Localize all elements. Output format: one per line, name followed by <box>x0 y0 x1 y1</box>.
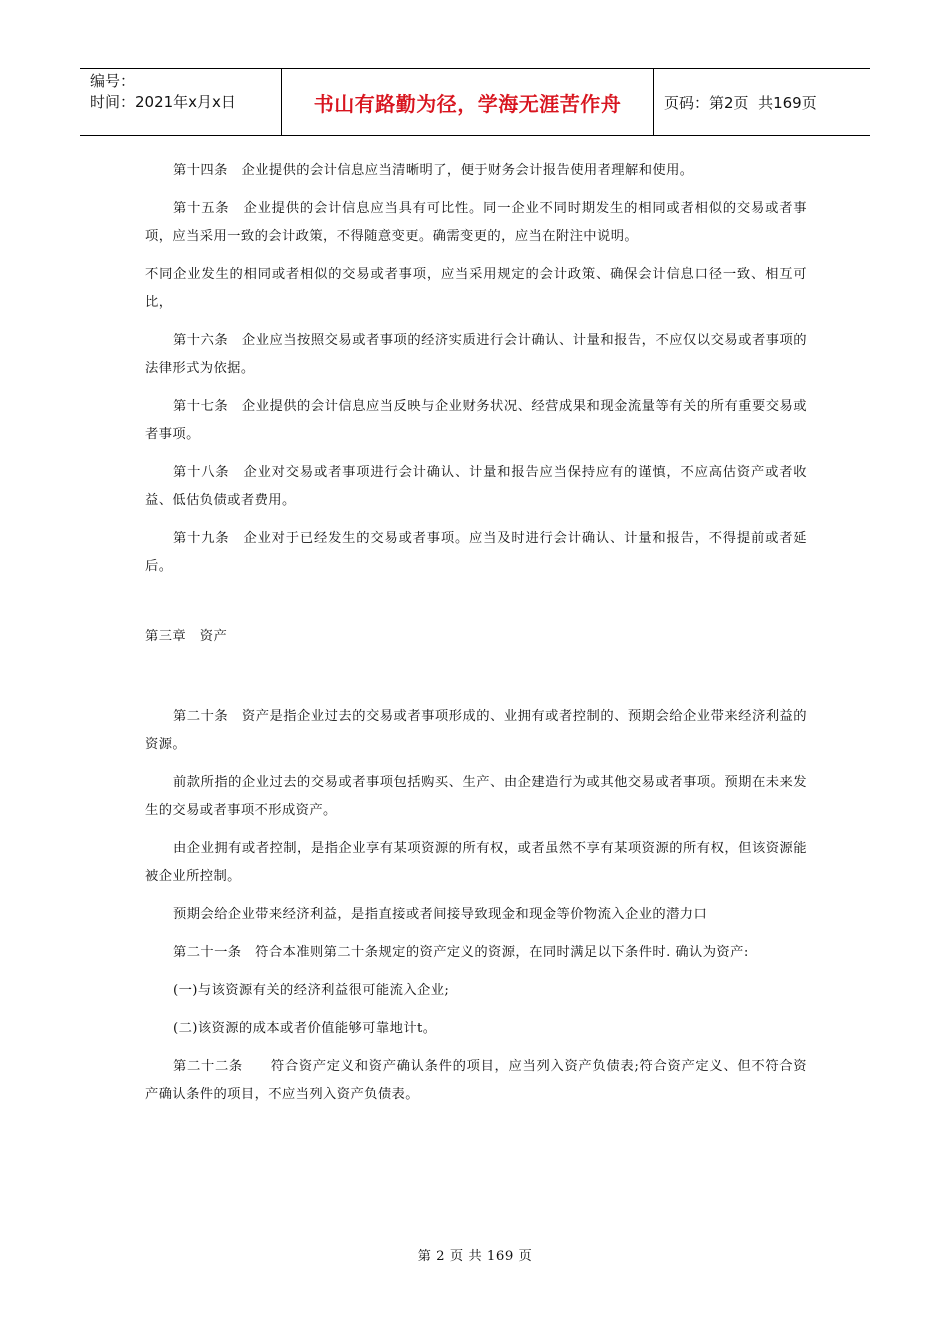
paragraph: 第二十二条 符合资产定义和资产确认条件的项目，应当列入资产负债表;符合资产定义、但不符合资产确认条件的项目，不应当列入资产负债表。 <box>145 1059 807 1102</box>
paragraph: 第二十一条 符合本准则第二十条规定的资产定义的资源，在同时满足以下条件时. 确认为资产: <box>173 945 749 960</box>
header-motto-cell <box>282 69 654 135</box>
chapter-title: 第三章 资产 <box>145 629 228 644</box>
motto-text: 书山有路勤为径，学海无涯苦作舟 <box>313 91 622 116</box>
paragraph: 第十六条 企业应当按照交易或者事项的经济实质进行会计确认、计量和报告，不应仅以交易或者事项的法律形式为依据。 <box>145 333 807 376</box>
document-body <box>145 157 807 1119</box>
paragraph: (二)该资源的成本或者价值能够可靠地计t。 <box>173 1021 437 1036</box>
paragraph: 第十五条 企业提供的会计信息应当具有可比性。同一企业不同时期发生的相同或者相似的交易或者事项，应当采用一致的会计政策，不得随意变更。确需变更的，应当在附注中说明。 <box>145 201 807 244</box>
paragraph: 前款所指的企业过去的交易或者事项包括购买、生产、由企建造行为或其他交易或者事项。预期在未来发生的交易或者事项不形成资产。 <box>145 775 807 818</box>
date-label: 时间：2021年x月x日 <box>90 93 236 111</box>
paragraph: 第十四条 企业提供的会计信息应当清晰明了，便于财务会计报告使用者理解和使用。 <box>173 163 694 178</box>
header-page-info: 页码：第2页 共169页 <box>664 93 817 112</box>
paragraph: 第十七条 企业提供的会计信息应当反映与企业财务状况、经营成果和现金流量等有关的所有重要交易或者事项。 <box>145 399 807 442</box>
paragraph: 第二十条 资产是指企业过去的交易或者事项形成的、业拥有或者控制的、预期会给企业带来经济利益的资源。 <box>145 709 807 752</box>
header-meta <box>80 69 282 135</box>
page-footer: 第 2 页 共 169 页 <box>417 1249 533 1264</box>
document-header <box>80 68 870 136</box>
paragraph: 由企业拥有或者控制，是指企业享有某项资源的所有权，或者虽然不享有某项资源的所有权，但该资源能被企业所控制。 <box>145 841 807 884</box>
paragraph: 预期会给企业带来经济利益，是指直接或者间接导致现金和现金等价物流入企业的潜力口 <box>173 907 708 922</box>
serial-number-label: 编号： <box>90 72 136 90</box>
paragraph: 第十九条 企业对于已经发生的交易或者事项。应当及时进行会计确认、计量和报告，不得提前或者延后。 <box>145 531 807 574</box>
paragraph: 第十八条 企业对交易或者事项进行会计确认、计量和报告应当保持应有的谨慎，不应高估资产或者收益、低估负债或者费用。 <box>145 465 807 508</box>
paragraph: (一)与该资源有关的经济利益很可能流入企业; <box>173 983 450 998</box>
articles-section-2 <box>145 703 807 1109</box>
paragraph: 不同企业发生的相同或者相似的交易或者事项，应当采用规定的会计政策、确保会计信息口径一致、相互可比， <box>145 267 807 310</box>
articles-section-1 <box>145 157 807 581</box>
